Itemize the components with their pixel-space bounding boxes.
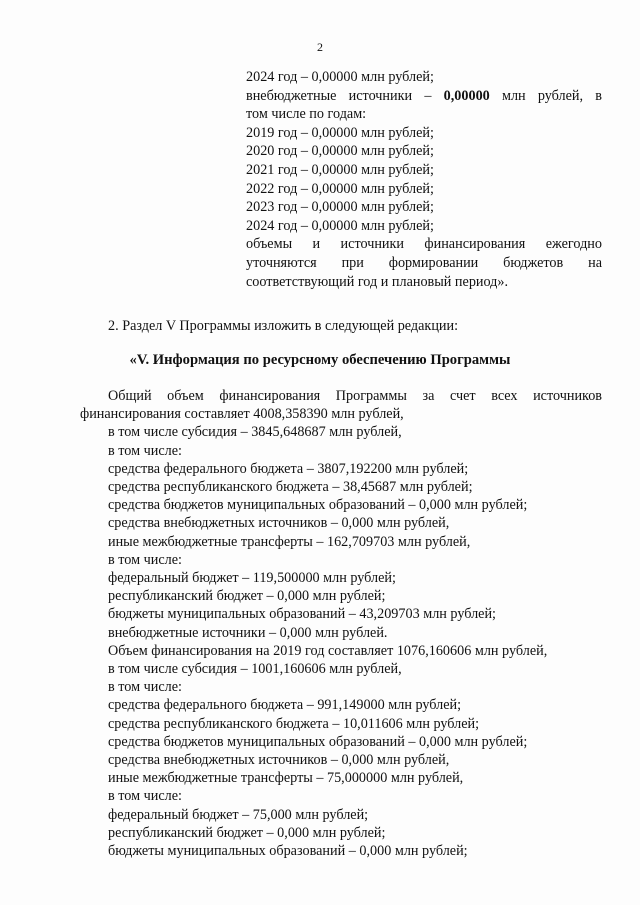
body-line: средства федерального бюджета – 3807,192200 млн рублей; — [108, 460, 469, 477]
body-line: средства бюджетов муниципальных образований – 0,000 млн рублей; — [108, 733, 528, 750]
body-line: в том числе: — [108, 551, 182, 568]
body-line: республиканский бюджет – 0,000 млн рублей; — [108, 588, 386, 605]
body-line: средства федерального бюджета – 991,149000 млн рублей; — [108, 697, 462, 714]
body-line: средства внебюджетных источников – 0,000 млн рублей, — [108, 752, 450, 769]
body-line: федеральный бюджет – 119,500000 млн рублей; — [108, 570, 396, 587]
body-line: в том числе: — [108, 788, 182, 805]
body-line: в том числе субсидия – 3845,648687 млн рублей, — [108, 424, 402, 441]
body-line: иные межбюджетные трансферты – 75,000000 млн рублей, — [108, 770, 464, 787]
text-line: 2022 год – 0,00000 млн рублей; — [246, 180, 434, 197]
body-line: иные межбюджетные трансферты – 162,709703 млн рублей, — [108, 533, 471, 550]
offbudget-line — [246, 87, 602, 106]
page-number: 2 — [317, 40, 323, 54]
text-line: 2020 год – 0,00000 млн рублей; — [246, 143, 434, 160]
offbudget-suffix: млн рублей, в — [489, 87, 602, 104]
text-line: 2021 год – 0,00000 млн рублей; — [246, 161, 434, 178]
text-line: 2019 год – 0,00000 млн рублей; — [246, 124, 434, 141]
body-line: средства республиканского бюджета – 38,45687 млн рублей; — [108, 479, 473, 496]
body-line: средства внебюджетных источников – 0,000 млн рублей, — [108, 515, 450, 532]
offbudget-amount: 0,00000 — [443, 87, 490, 104]
body-line: средства республиканского бюджета – 10,011606 млн рублей; — [108, 715, 480, 732]
text-line: том числе по годам: — [246, 106, 367, 123]
text-line: 2024 год – 0,00000 млн рублей; — [246, 217, 434, 234]
text-line: 2023 год – 0,00000 млн рублей; — [246, 199, 434, 216]
body-line: в том числе: — [108, 442, 182, 459]
text-line: 2024 год – 0,00000 млн рублей; — [246, 69, 434, 85]
body-text-block — [80, 387, 602, 860]
section-point: 2. Раздел V Программы изложить в следующей редакции: — [108, 318, 459, 334]
body-line: в том числе субсидия – 1001,160606 млн рублей, — [108, 661, 402, 678]
section-heading: «V. Информация по ресурсному обеспечению Программы — [129, 352, 511, 368]
intro-line: Общий объем финансирования Программы за счет всех источников — [108, 388, 602, 404]
body-line: в том числе: — [108, 679, 182, 696]
body-line: бюджеты муниципальных образований – 0,000 млн рублей; — [108, 843, 468, 860]
body-line: средства бюджетов муниципальных образований – 0,000 млн рублей; — [108, 497, 528, 514]
body-lines — [80, 423, 602, 860]
body-line: федеральный бюджет – 75,000 млн рублей; — [108, 806, 369, 823]
offbudget-prefix: внебюджетные источники – — [246, 87, 444, 104]
text-line: уточняются при формировании бюджетов на — [246, 254, 602, 271]
body-line: внебюджетные источники – 0,000 млн рублей. — [108, 624, 388, 641]
text-line: объемы и источники финансирования ежегодно — [246, 236, 602, 253]
intro-line-continued: финансирования составляет 4008,358390 млн рублей, — [80, 406, 404, 423]
body-line: Объем финансирования на 2019 год составляет 1076,160606 млн рублей, — [108, 642, 548, 659]
top-text-block — [246, 68, 602, 291]
body-line: республиканский бюджет – 0,000 млн рублей; — [108, 824, 386, 841]
body-line: бюджеты муниципальных образований – 43,209703 млн рублей; — [108, 606, 497, 623]
text-line: соответствующий год и плановый период». — [246, 273, 509, 290]
